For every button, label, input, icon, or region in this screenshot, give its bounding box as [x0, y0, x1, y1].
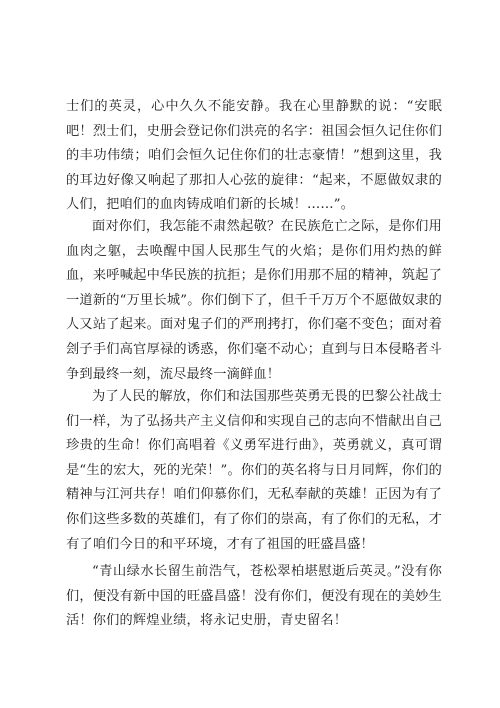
paragraph-4: “青山绿水长留生前浩气，苍松翠柏堪慰逝后英灵。”没有你们，便没有新中国的旺盛昌盛！没有你们，便没有现在的美妙生活！你们的辉煌业绩，将永记史册，青史留名！	[66, 564, 442, 629]
paragraph-3: 为了人民的解放，你们和法国那些英勇无畏的巴黎公社战士们一样，为了弘扬共产主义信仰和实现自己的志向不惜献出自己珍贵的生命！你们高唱着《义勇军进行曲》，英勇就义，真可谓是“生的宏大，死的光荣！”。你们的英名将与日月同辉，你们的精神与江河共存！咱们仰慕你们，无私奉献的英雄！正因为有了你们这些多数的英雄们，有了你们的崇高，有了你们的无私，才有了咱们今日的和平环境，才有了祖国的旺盛昌盛！	[66, 389, 442, 552]
paragraph-2: 面对你们，我怎能不肃然起敬？在民族危亡之际，是你们用血肉之躯，去唤醒中国人民那生气的火焰；是你们用灼热的鲜血，来呼喊起中华民族的抗拒；是你们用那不屈的精神，筑起了一道新的“万里长城”。你们倒下了，但千千万万个不愿做奴隶的人又站了起来。面对鬼子们的严刑拷打，你们毫不变色；面对着刽子手们高官厚禄的诱惑，你们毫不动心；直到与日本侵略者斗争到最终一刻，流尽最终一滴鲜血！	[66, 219, 442, 382]
paragraph-1: 士们的英灵，心中久久不能安静。我在心里静默的说：“安眠吧！烈士们，史册会登记你们洪亮的名字：祖国会恒久记住你们的丰功伟绩；咱们会恒久记住你们的壮志豪情！”想到这里，我的耳边好像又响起了那扣人心弦的旋律：“起来，不愿做奴隶的人们，把咱们的血肉铸成咱们新的长城！……”。	[66, 99, 442, 213]
